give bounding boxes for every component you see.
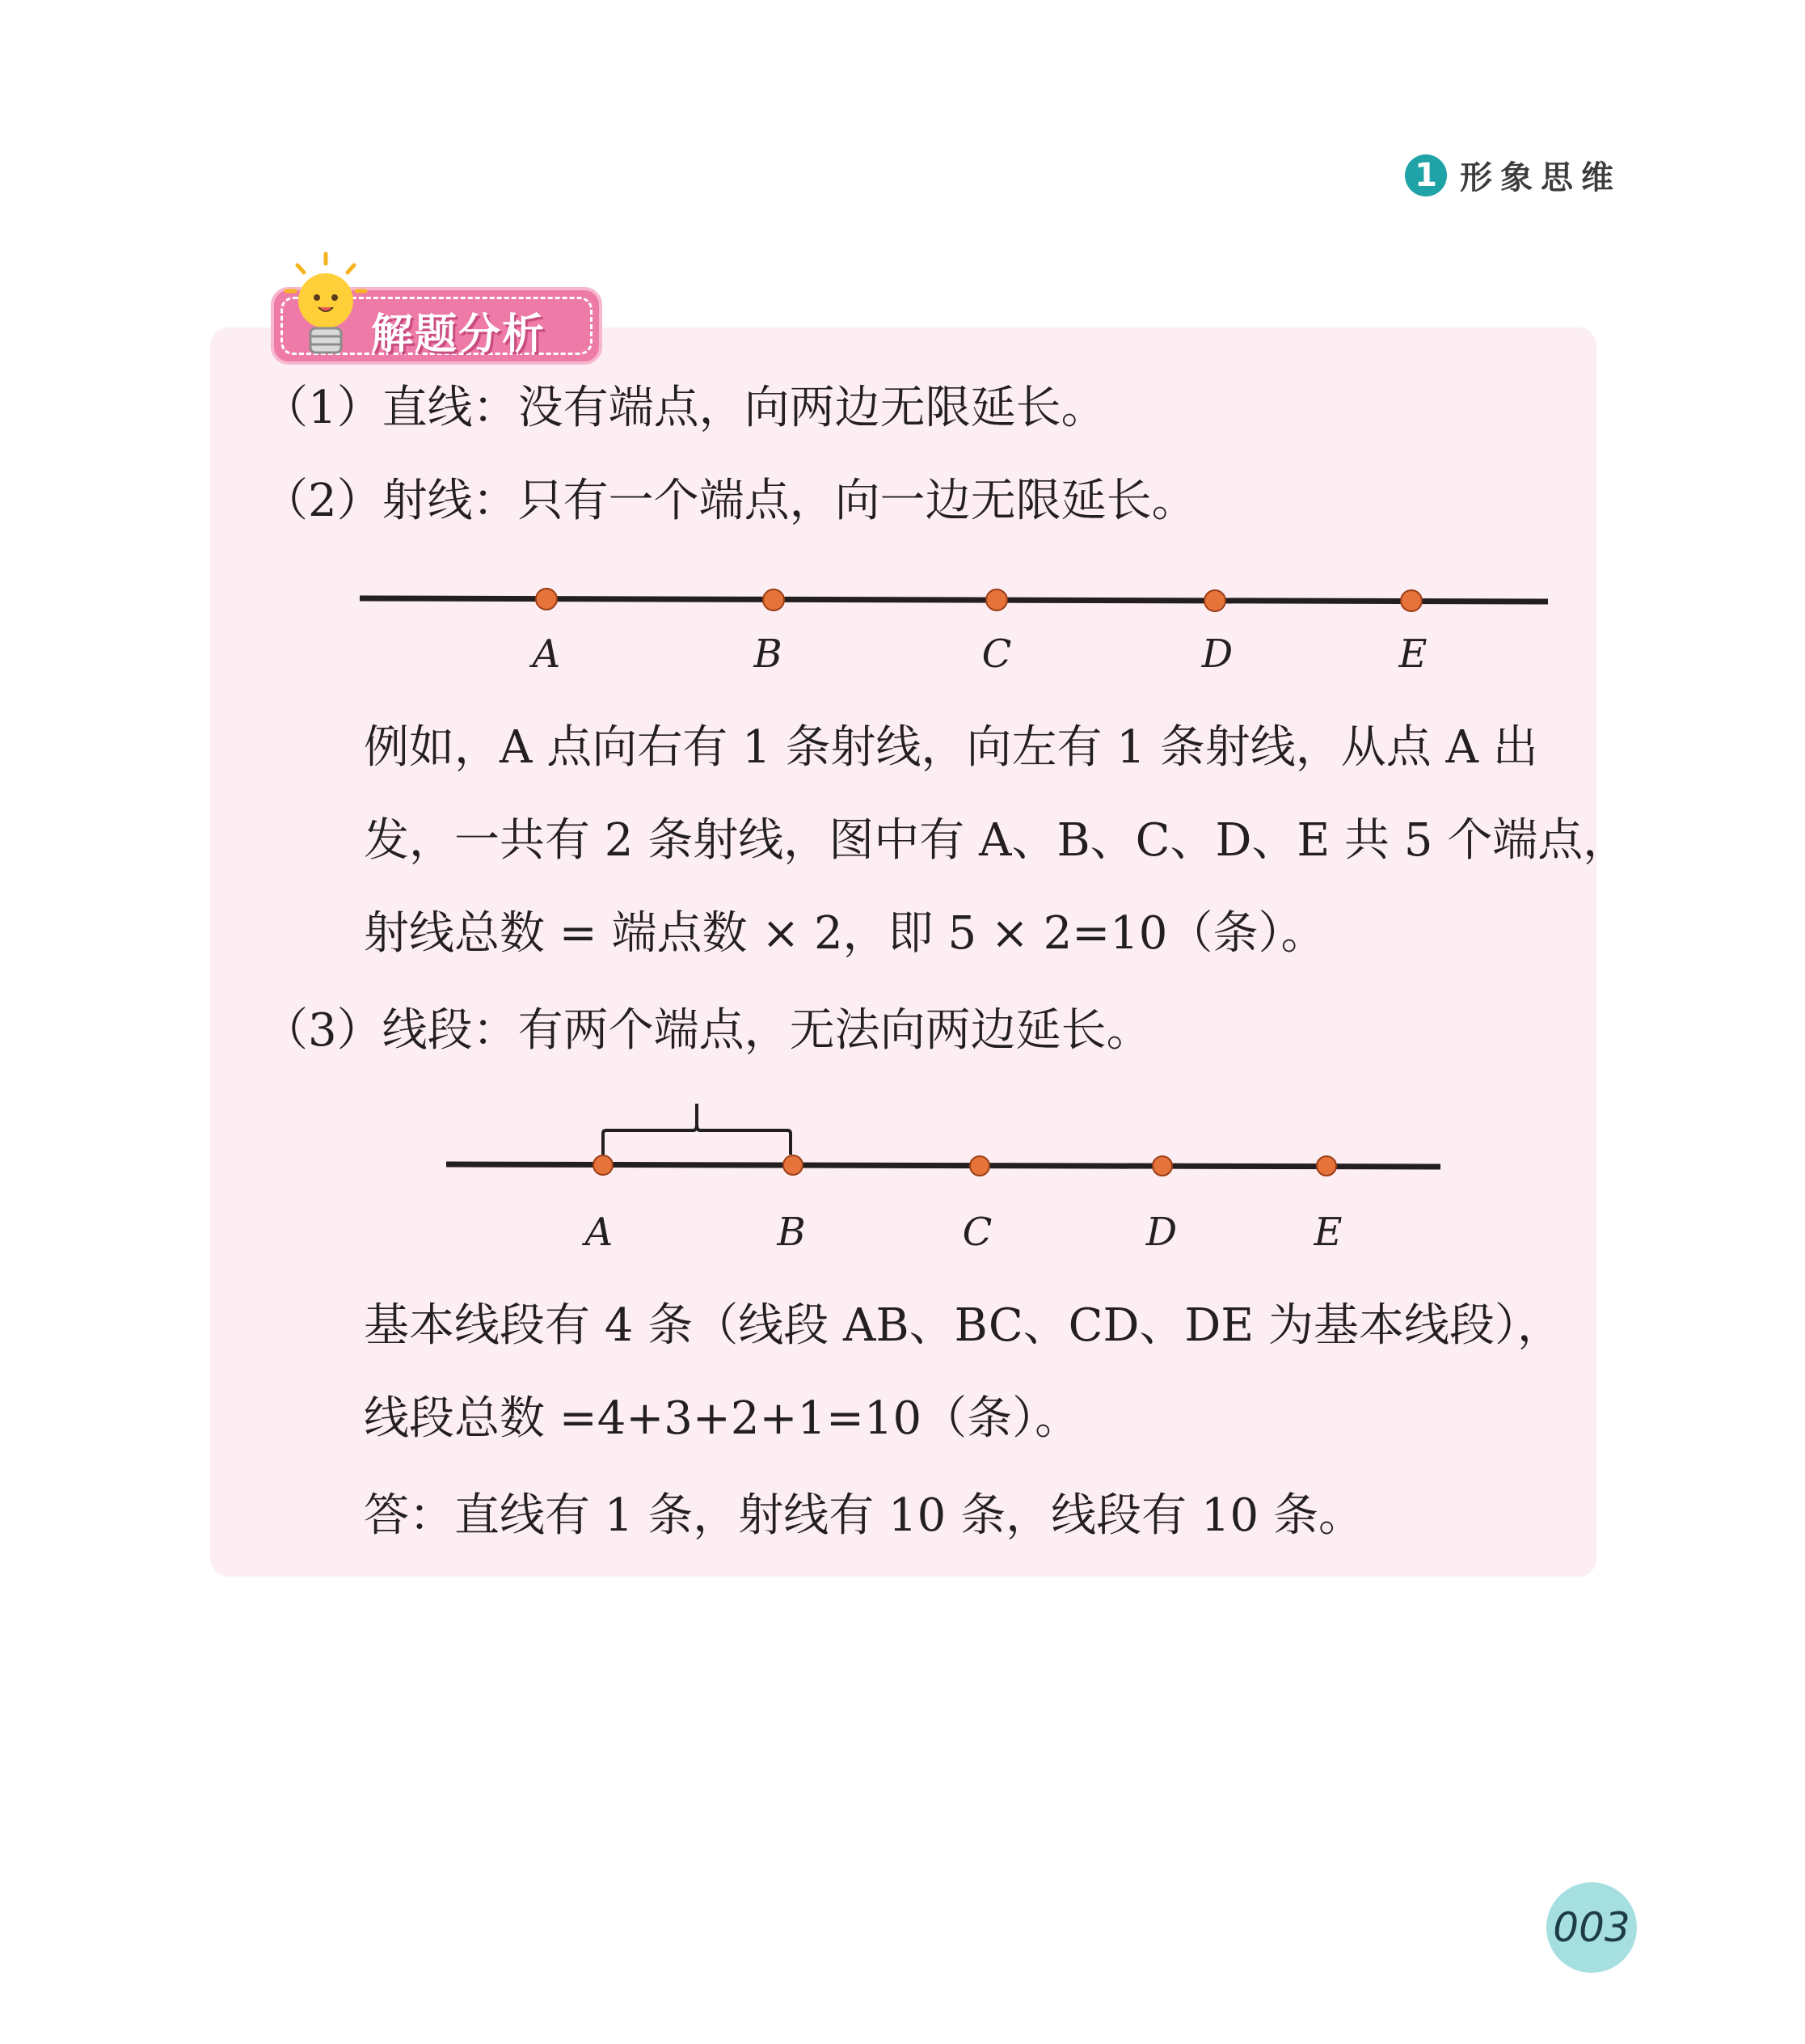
item-segment: （3）线段：有两个端点，无法向两边延长。 <box>263 1004 1152 1057</box>
answer-line: 答：直线有 1 条，射线有 10 条，线段有 10 条。 <box>364 1489 1364 1542</box>
item-line: （1）直线：没有端点，向两边无限延长。 <box>263 382 1107 434</box>
seg-point-b <box>783 1155 803 1175</box>
badge-label: 解题分析 <box>371 310 546 359</box>
seg-point-d <box>1153 1156 1172 1176</box>
seg-point-a <box>593 1155 613 1175</box>
seg-label-e: E <box>1314 1210 1343 1255</box>
chapter-number: 1 <box>1405 154 1447 196</box>
chapter-title: 形象思维 <box>1460 159 1622 196</box>
segment-bracket <box>603 1104 791 1155</box>
seg-point-c <box>970 1156 989 1176</box>
seg-label-b: B <box>777 1210 806 1255</box>
segment-example-line-2: 线段总数 =4+3+2+1=10（条）。 <box>364 1392 1081 1445</box>
ray-example-line-2: 发，一共有 2 条射线，图中有 A、B、C、D、E 共 5 个端点， <box>364 814 1629 867</box>
point-e <box>1401 590 1422 611</box>
seg-point-e <box>1317 1156 1336 1176</box>
seg-label-c: C <box>962 1210 993 1255</box>
point-b <box>763 589 784 610</box>
ray-example-line-1: 例如，A 点向右有 1 条射线，向左有 1 条射线，从点 A 出 <box>364 721 1538 774</box>
label-c: C <box>981 631 1012 677</box>
label-e: E <box>1398 631 1428 677</box>
point-c <box>986 589 1007 610</box>
point-d <box>1204 590 1225 611</box>
item-ray: （2）射线：只有一个端点，向一边无限延长。 <box>263 475 1197 527</box>
label-a: A <box>532 631 561 677</box>
label-b: B <box>753 631 782 677</box>
label-d: D <box>1201 631 1234 677</box>
ray-example-line-3: 射线总数 = 端点数 × 2，即 5 × 2=10（条）。 <box>364 907 1326 960</box>
seg-label-a: A <box>584 1210 614 1255</box>
segment-example-line-1: 基本线段有 4 条（线段 AB、BC、CD、DE 为基本线段）， <box>364 1299 1563 1352</box>
page-number: 003 <box>1546 1882 1637 1973</box>
seg-label-d: D <box>1145 1210 1178 1255</box>
point-a <box>536 589 557 610</box>
